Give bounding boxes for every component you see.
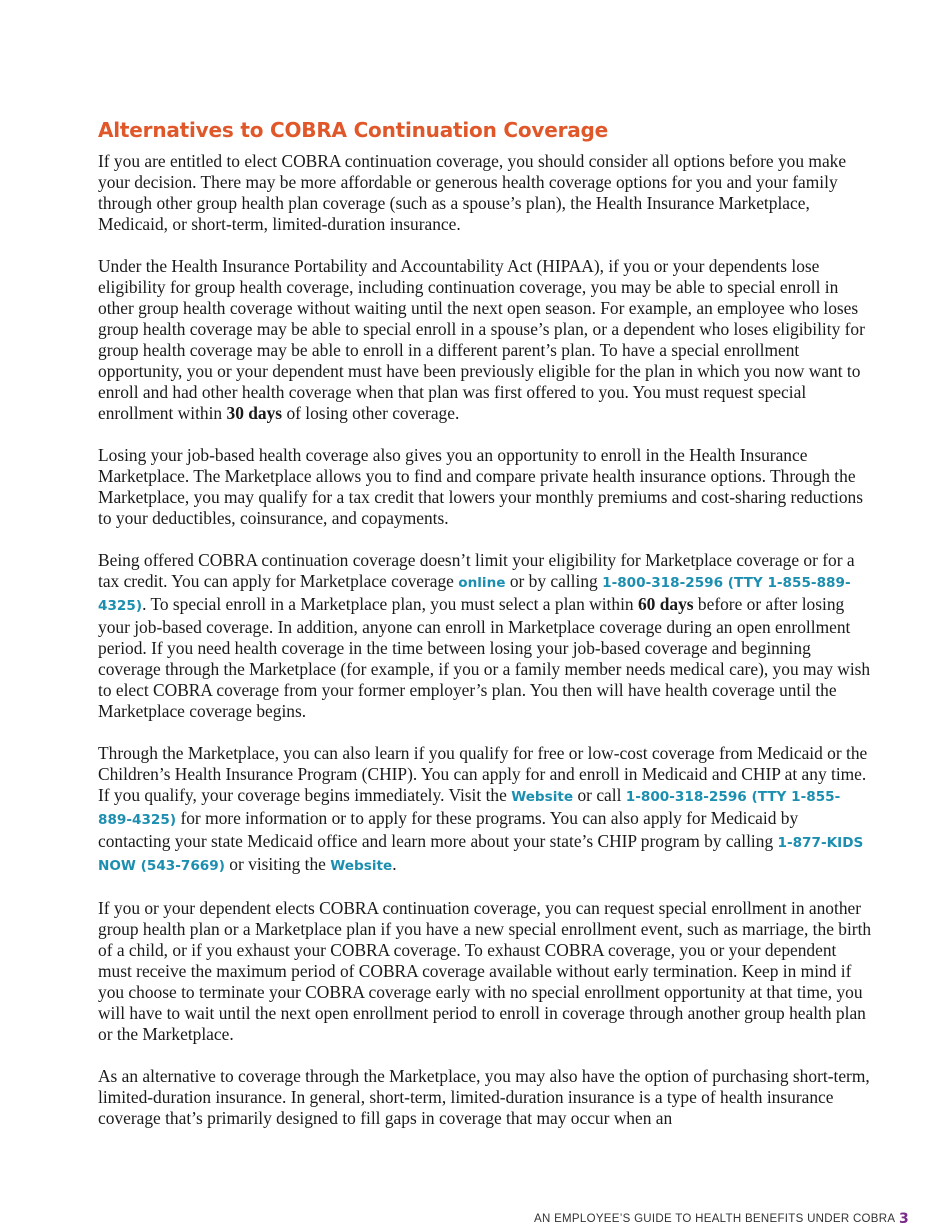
- paragraph-hipaa: [98, 256, 873, 424]
- paragraph-short-term: As an alternative to coverage through the Marketplace, you may also have the option of purchasing short-term, limited-duration insurance. In general, short-term, limited-duration insurance is a type of health insurance coverage that’s primarily designed to fill gaps in coverage that may occur when an: [98, 1066, 870, 1128]
- footer-title: AN EMPLOYEE’S GUIDE TO HEALTH BENEFITS UNDER COBRA: [534, 1213, 896, 1225]
- paragraph-text: . To special enroll in a Marketplace plan, you must select a plan within: [142, 594, 634, 614]
- kids-now-phone-link[interactable]: 1-877-KIDS NOW (543-7669): [98, 835, 864, 874]
- marketplace-phone-link-2[interactable]: 1-800-318-2596 (TTY 1-855-889-4325): [98, 789, 841, 828]
- paragraph-text: Being offered COBRA continuation coverage doesn’t limit your eligibility for Marketplace coverage or for a tax credit. You can apply for Marketplace coverage: [98, 550, 855, 591]
- page-number: 3: [899, 1211, 909, 1227]
- paragraph-text: Under the Health Insurance Portability and Accountability Act (HIPAA), if you or your dependents lose eligibility for group health coverage, including continuation coverage, you may be able to special enroll in other group health coverage without waiting until the next open season. For example, an employee who loses group health coverage may be able to special enroll in a spouse’s plan, or a dependent who loses eligibility for group health coverage may be able to enroll in a different parent’s plan. To have a special enrollment opportunity, you or your dependent must have been previously eligible for the plan in which you now want to enroll and had other health coverage when that plan was first offered to you. You must request special enrollment within: [98, 256, 865, 423]
- paragraph-text: or by calling: [509, 571, 598, 591]
- paragraph-text: Through the Marketplace, you can also learn if you qualify for free or low-cost coverage from Medicaid or the Children’s Health Insurance Program (CHIP). You can apply for and enroll in Medicaid and CHIP at any time. If you qualify, your coverage begins immediately. Visit the: [98, 743, 868, 805]
- chip-website-link[interactable]: Website: [330, 858, 393, 874]
- paragraph-text: for more information or to apply for these programs. You can also apply for Medicaid by contacting your state Medicaid office and learn more about your state’s CHIP program by calling: [98, 808, 799, 851]
- paragraph-text: or call: [577, 785, 622, 805]
- marketplace-phone-link[interactable]: 1-800-318-2596 (TTY 1-855-889-4325): [98, 575, 851, 614]
- paragraph-medicaid-chip: [98, 743, 873, 877]
- emphasis-30-days: 30 days: [226, 403, 283, 423]
- paragraph-marketplace: Losing your job-based health coverage also gives you an opportunity to enroll in the Health Insurance Marketplace. The Marketplace allows you to find and compare private health insurance options. Through the Marketplace, you may qualify for a tax credit that lowers your monthly premiums and cost-sharing reductions to your deductibles, coinsurance, and copayments.: [98, 445, 863, 528]
- online-link[interactable]: online: [458, 575, 506, 591]
- emphasis-60-days: 60 days: [637, 594, 694, 614]
- paragraph-text: before or after losing your job-based coverage. In addition, anyone can enroll in Marketplace coverage during an open enrollment period. If you need health coverage in the time between losing your job-based coverage and beginning coverage through the Marketplace (for example, if you or a family member needs medical care), you may wish to elect COBRA coverage from your former employer’s plan. You then will have health coverage until the Marketplace coverage begins.: [98, 594, 871, 721]
- paragraph-text: of losing other coverage.: [286, 403, 460, 423]
- paragraph-text: or visiting the: [229, 854, 326, 874]
- paragraph-special-enrollment: If you or your dependent elects COBRA continuation coverage, you can request special enrollment in another group health plan or a Marketplace plan if you have a new special enrollment event, such as marriage, the birth of a child, or if you exhaust your COBRA coverage. To exhaust COBRA coverage, you or your dependent must receive the maximum period of COBRA coverage available without early termination. Keep in mind if you choose to terminate your COBRA coverage early with no special enrollment opportunity at that time, you will have to wait until the next open enrollment period to enroll in coverage through another group health plan or the Marketplace.: [98, 898, 872, 1044]
- paragraph-options: If you are entitled to elect COBRA continuation coverage, you should consider all options before you make your decision. There may be more affordable or generous health coverage options for you and your family through other group health plan coverage (such as a spouse’s plan), the Health Insurance Marketplace, Medicaid, or short-term, limited-duration insurance.: [98, 151, 847, 234]
- section-heading: Alternatives to COBRA Continuation Coverage: [98, 118, 609, 142]
- website-link[interactable]: Website: [511, 789, 574, 805]
- paragraph-cobra-offer: [98, 550, 873, 722]
- document-body: [98, 118, 873, 1150]
- paragraph-text: .: [392, 854, 397, 874]
